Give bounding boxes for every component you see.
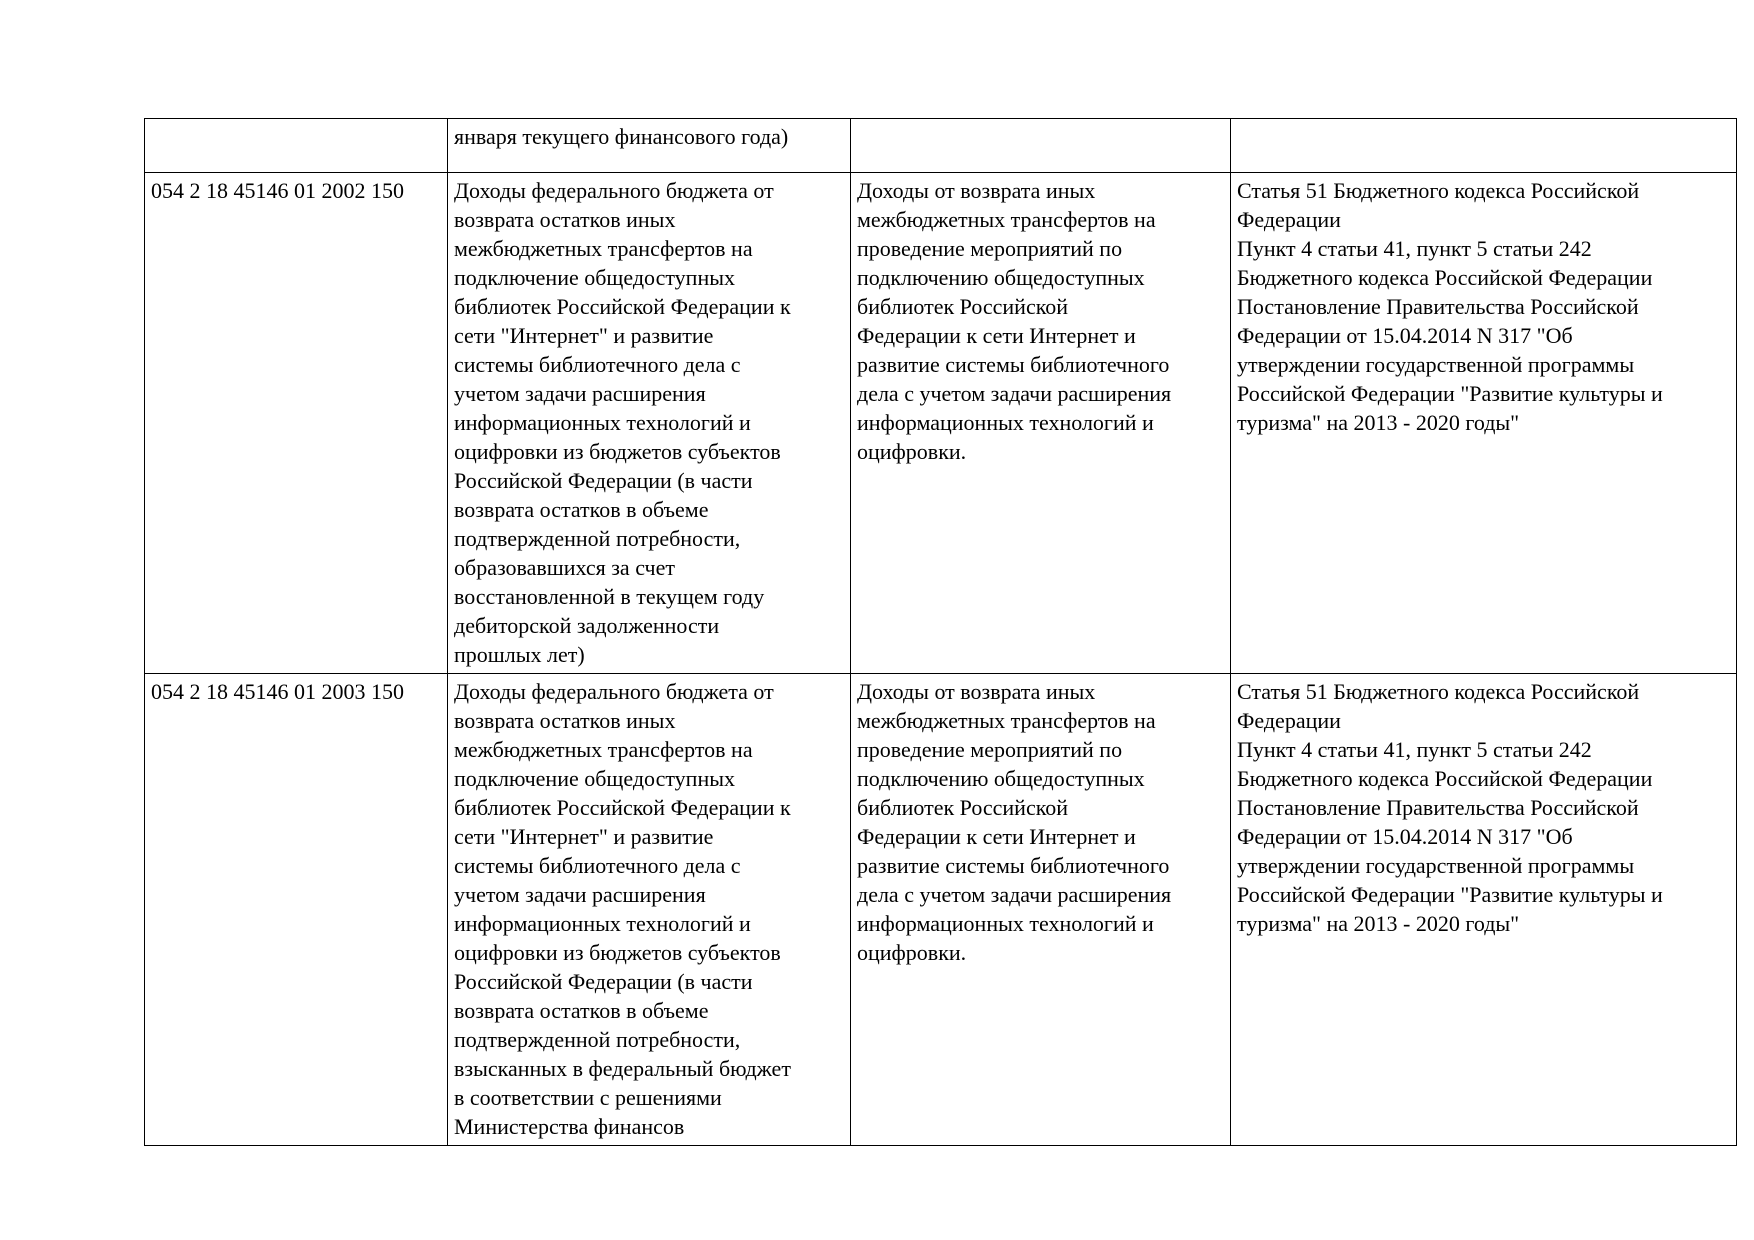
budget-classification-table bbox=[144, 118, 1737, 1146]
cell-legal-basis bbox=[1231, 119, 1737, 173]
cell-group bbox=[851, 119, 1231, 173]
cell-code: 054 2 18 45146 01 2003 150 bbox=[145, 674, 448, 1146]
cell-legal-basis: Статья 51 Бюджетного кодекса Российской Федерации Пункт 4 статьи 41, пункт 5 статьи 242 Бюджетного кодекса Российской Федерации Постановление Правительства Российской Федерации от 15.04.2014 N 317 "Об утверждении государственной программы Российской Федерации "Развитие культуры и туризма" на 2013 - 2020 годы" bbox=[1231, 674, 1737, 1146]
table-row-continuation bbox=[145, 119, 1737, 173]
cell-legal-basis: Статья 51 Бюджетного кодекса Российской Федерации Пункт 4 статьи 41, пункт 5 статьи 242 Бюджетного кодекса Российской Федерации Постановление Правительства Российской Федерации от 15.04.2014 N 317 "Об утверждении государственной программы Российской Федерации "Развитие культуры и туризма" на 2013 - 2020 годы" bbox=[1231, 173, 1737, 674]
cell-code: 054 2 18 45146 01 2002 150 bbox=[145, 173, 448, 674]
table-row bbox=[145, 674, 1737, 1146]
cell-name: января текущего финансового года) bbox=[448, 119, 851, 173]
cell-code bbox=[145, 119, 448, 173]
cell-name: Доходы федерального бюджета от возврата остатков иных межбюджетных трансфертов на подключение общедоступных библиотек Российской Федерации к сети "Интернет" и развитие системы библиотечного дела с учетом задачи расширения информационных технологий и оцифровки из бюджетов субъектов Российской Федерации (в части возврата остатков в объеме подтвержденной потребности, образовавшихся за счет восстановленной в текущем году дебиторской задолженности прошлых лет) bbox=[448, 173, 851, 674]
cell-group: Доходы от возврата иных межбюджетных трансфертов на проведение мероприятий по подключению общедоступных библиотек Российской Федерации к сети Интернет и развитие системы библиотечного дела с учетом задачи расширения информационных технологий и оцифровки. bbox=[851, 173, 1231, 674]
cell-name: Доходы федерального бюджета от возврата остатков иных межбюджетных трансфертов на подключение общедоступных библиотек Российской Федерации к сети "Интернет" и развитие системы библиотечного дела с учетом задачи расширения информационных технологий и оцифровки из бюджетов субъектов Российской Федерации (в части возврата остатков в объеме подтвержденной потребности, взысканных в федеральный бюджет в соответствии с решениями Министерства финансов bbox=[448, 674, 851, 1146]
table-row bbox=[145, 173, 1737, 674]
cell-group: Доходы от возврата иных межбюджетных трансфертов на проведение мероприятий по подключению общедоступных библиотек Российской Федерации к сети Интернет и развитие системы библиотечного дела с учетом задачи расширения информационных технологий и оцифровки. bbox=[851, 674, 1231, 1146]
